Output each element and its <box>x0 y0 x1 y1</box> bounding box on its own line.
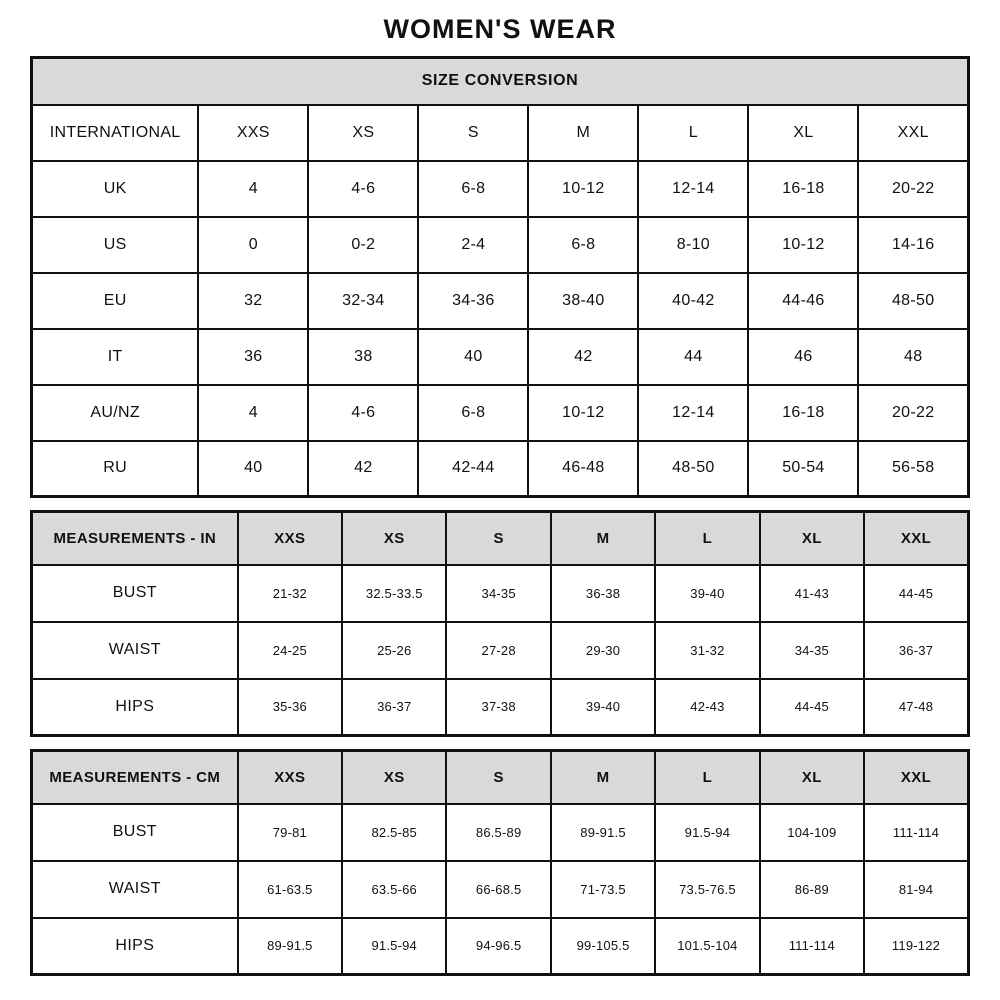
measurements-in-header-row <box>32 512 969 565</box>
size-cell: 48-50 <box>638 441 748 497</box>
row-label: UK <box>32 161 199 217</box>
row-label: WAIST <box>32 861 238 918</box>
size-cell: 38-40 <box>528 273 638 329</box>
size-cell: 48 <box>858 329 968 385</box>
size-cell: 46-48 <box>528 441 638 497</box>
table-row-bust-in <box>32 565 969 622</box>
size-cell: 42 <box>528 329 638 385</box>
size-cell: 38 <box>308 329 418 385</box>
measurement-cell: 37-38 <box>446 679 550 736</box>
size-cell: 6-8 <box>418 385 528 441</box>
size-cell: 40 <box>198 441 308 497</box>
table-row-hips-in <box>32 679 969 736</box>
measurements-cm-table <box>30 749 970 976</box>
size-cell: 32 <box>198 273 308 329</box>
size-header-cell: M <box>551 751 655 804</box>
size-header-cell: S <box>446 512 550 565</box>
size-cell: 4-6 <box>308 161 418 217</box>
measurement-cell: 42-43 <box>655 679 759 736</box>
measurement-cell: 94-96.5 <box>446 918 550 975</box>
measurement-cell: 36-38 <box>551 565 655 622</box>
measurement-cell: 86.5-89 <box>446 804 550 861</box>
measurement-cell: 101.5-104 <box>655 918 759 975</box>
measurement-cell: 25-26 <box>342 622 446 679</box>
measurements-in-title: MEASUREMENTS - IN <box>32 512 238 565</box>
page-title: WOMEN'S WEAR <box>383 14 617 44</box>
size-cell: 44-46 <box>748 273 858 329</box>
measurement-cell: 35-36 <box>238 679 342 736</box>
row-label: BUST <box>32 804 238 861</box>
size-chart-page <box>30 0 970 976</box>
measurement-cell: 99-105.5 <box>551 918 655 975</box>
measurement-cell: 91.5-94 <box>342 918 446 975</box>
measurement-cell: 73.5-76.5 <box>655 861 759 918</box>
row-label: HIPS <box>32 918 238 975</box>
row-label: WAIST <box>32 622 238 679</box>
size-cell: 16-18 <box>748 161 858 217</box>
size-header-cell: XL <box>760 751 864 804</box>
measurement-cell: 34-35 <box>446 565 550 622</box>
measurement-cell: 27-28 <box>446 622 550 679</box>
table-row-ru <box>32 441 969 497</box>
size-header-cell: XXS <box>238 751 342 804</box>
measurement-cell: 21-32 <box>238 565 342 622</box>
measurements-cm-header-row <box>32 751 969 804</box>
size-cell: 6-8 <box>418 161 528 217</box>
row-label: HIPS <box>32 679 238 736</box>
size-cell: 4 <box>198 385 308 441</box>
size-cell: 36 <box>198 329 308 385</box>
measurement-cell: 41-43 <box>760 565 864 622</box>
size-header-cell: M <box>528 105 638 161</box>
size-conversion-table <box>30 56 970 498</box>
row-label: EU <box>32 273 199 329</box>
measurement-cell: 89-91.5 <box>551 804 655 861</box>
measurements-in-table <box>30 510 970 737</box>
measurement-cell: 82.5-85 <box>342 804 446 861</box>
size-header-cell: XS <box>308 105 418 161</box>
table-row-us <box>32 217 969 273</box>
measurement-cell: 89-91.5 <box>238 918 342 975</box>
size-header-cell: XL <box>748 105 858 161</box>
size-header-cell: XXL <box>864 512 968 565</box>
size-cell: 42-44 <box>418 441 528 497</box>
size-cell: 20-22 <box>858 385 968 441</box>
measurement-cell: 91.5-94 <box>655 804 759 861</box>
size-header-cell: XXL <box>864 751 968 804</box>
size-cell: 32-34 <box>308 273 418 329</box>
table-row-uk <box>32 161 969 217</box>
measurement-cell: 119-122 <box>864 918 968 975</box>
size-cell: 48-50 <box>858 273 968 329</box>
measurement-cell: 111-114 <box>760 918 864 975</box>
measurement-cell: 104-109 <box>760 804 864 861</box>
measurement-cell: 31-32 <box>655 622 759 679</box>
measurement-cell: 63.5-66 <box>342 861 446 918</box>
size-cell: 10-12 <box>528 385 638 441</box>
size-header-cell: XL <box>760 512 864 565</box>
row-label: BUST <box>32 565 238 622</box>
size-cell: 4-6 <box>308 385 418 441</box>
size-cell: 0-2 <box>308 217 418 273</box>
size-cell: 40 <box>418 329 528 385</box>
measurement-cell: 24-25 <box>238 622 342 679</box>
size-header-cell: XS <box>342 512 446 565</box>
table-row-bust-cm <box>32 804 969 861</box>
row-label: INTERNATIONAL <box>32 105 199 161</box>
measurement-cell: 71-73.5 <box>551 861 655 918</box>
size-header-cell: XXL <box>858 105 968 161</box>
size-header-cell: XXS <box>238 512 342 565</box>
size-header-cell: L <box>655 512 759 565</box>
size-cell: 4 <box>198 161 308 217</box>
size-cell: 6-8 <box>528 217 638 273</box>
measurement-cell: 47-48 <box>864 679 968 736</box>
size-header-cell: S <box>418 105 528 161</box>
size-cell: 50-54 <box>748 441 858 497</box>
size-header-cell: L <box>638 105 748 161</box>
size-header-cell: XXS <box>198 105 308 161</box>
size-cell: 44 <box>638 329 748 385</box>
measurement-cell: 44-45 <box>760 679 864 736</box>
row-label: RU <box>32 441 199 497</box>
size-cell: 34-36 <box>418 273 528 329</box>
row-label: US <box>32 217 199 273</box>
size-cell: 14-16 <box>858 217 968 273</box>
measurement-cell: 79-81 <box>238 804 342 861</box>
size-header-cell: L <box>655 751 759 804</box>
measurement-cell: 34-35 <box>760 622 864 679</box>
measurement-cell: 39-40 <box>655 565 759 622</box>
measurement-cell: 66-68.5 <box>446 861 550 918</box>
measurement-cell: 39-40 <box>551 679 655 736</box>
measurement-cell: 32.5-33.5 <box>342 565 446 622</box>
size-header-cell: XS <box>342 751 446 804</box>
measurements-cm-title: MEASUREMENTS - CM <box>32 751 238 804</box>
row-label: IT <box>32 329 199 385</box>
table-row-waist-cm <box>32 861 969 918</box>
measurement-cell: 86-89 <box>760 861 864 918</box>
size-header-cell: S <box>446 751 550 804</box>
measurement-cell: 36-37 <box>342 679 446 736</box>
table-row-international <box>32 105 969 161</box>
size-cell: 56-58 <box>858 441 968 497</box>
size-cell: 46 <box>748 329 858 385</box>
size-cell: 16-18 <box>748 385 858 441</box>
measurement-cell: 61-63.5 <box>238 861 342 918</box>
measurement-cell: 111-114 <box>864 804 968 861</box>
size-conversion-title: SIZE CONVERSION <box>32 58 969 105</box>
measurement-cell: 44-45 <box>864 565 968 622</box>
table-row-hips-cm <box>32 918 969 975</box>
measurement-cell: 29-30 <box>551 622 655 679</box>
size-cell: 42 <box>308 441 418 497</box>
table-row-waist-in <box>32 622 969 679</box>
size-cell: 0 <box>198 217 308 273</box>
size-cell: 12-14 <box>638 385 748 441</box>
size-cell: 40-42 <box>638 273 748 329</box>
table-row-it <box>32 329 969 385</box>
row-label: AU/NZ <box>32 385 199 441</box>
measurement-cell: 36-37 <box>864 622 968 679</box>
table-row-aunz <box>32 385 969 441</box>
size-cell: 10-12 <box>748 217 858 273</box>
size-cell: 20-22 <box>858 161 968 217</box>
size-cell: 2-4 <box>418 217 528 273</box>
size-cell: 10-12 <box>528 161 638 217</box>
size-cell: 8-10 <box>638 217 748 273</box>
size-header-cell: M <box>551 512 655 565</box>
table-row-eu <box>32 273 969 329</box>
size-cell: 12-14 <box>638 161 748 217</box>
measurement-cell: 81-94 <box>864 861 968 918</box>
